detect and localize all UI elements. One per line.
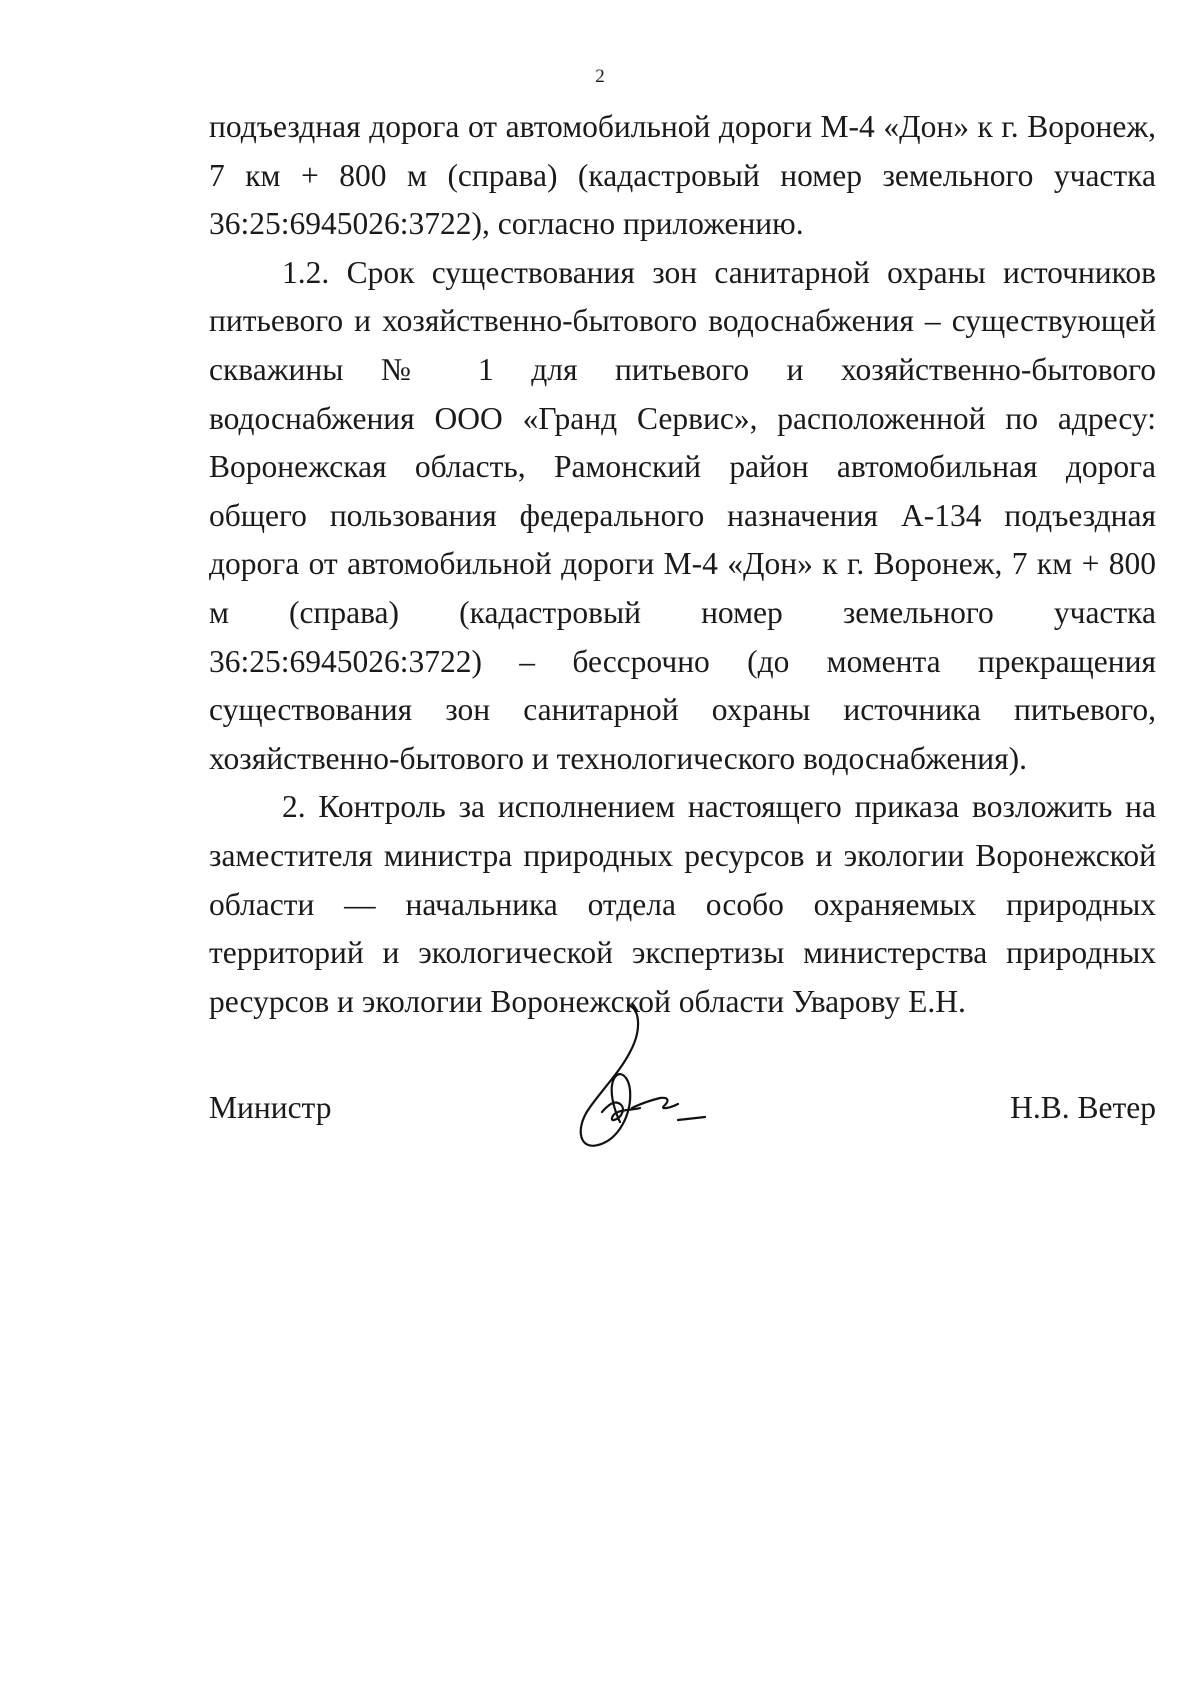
paragraph-continuation: подъездная дорога от автомобильной дороги М-4 «Дон» к г. Воронеж, 7 км + 800 м (справа) (кадастровый номер земельного участка 36:25:6945026:3722), согласно приложению. xyxy=(209,109,1156,242)
signatory-position: Министр xyxy=(209,1090,332,1125)
handwritten-signature xyxy=(560,1000,760,1160)
page-number: 2 xyxy=(595,66,605,87)
paragraph-1-2: 1.2. Срок существования зон санитарной охраны источников питьевого и хозяйственно-бытового водоснабжения – существующей скважины № 1 для питьевого и хозяйственно-бытового водоснабжения ООО «Гранд Сервис», расположенной по адресу: Воронежская область, Рамонский район автомобильная дорога общего пользования федерального назначения А-134 подъездная дорога от автомобильной дороги М-4 «Дон» к г. Воронеж, 7 км + 800 м (справа) (кадастровый номер земельного участка 36:25:6945026:3722) – бессрочно (до момента прекращения существования зон санитарной охраны источника питьевого, хозяйственно-бытового и технологического водоснабжения). xyxy=(209,254,1156,776)
document-body xyxy=(209,103,1156,1026)
paragraph-2: 2. Контроль за исполнением настоящего приказа возложить на заместителя министра природных ресурсов и экологии Воронежской области — начальника отдела особо охраняемых природных территорий и экологической экспертизы министерства природных ресурсов и экологии Воронежской области Уварову Е.Н. xyxy=(209,789,1156,1019)
signatory-name: Н.В. Ветер xyxy=(1010,1090,1156,1125)
